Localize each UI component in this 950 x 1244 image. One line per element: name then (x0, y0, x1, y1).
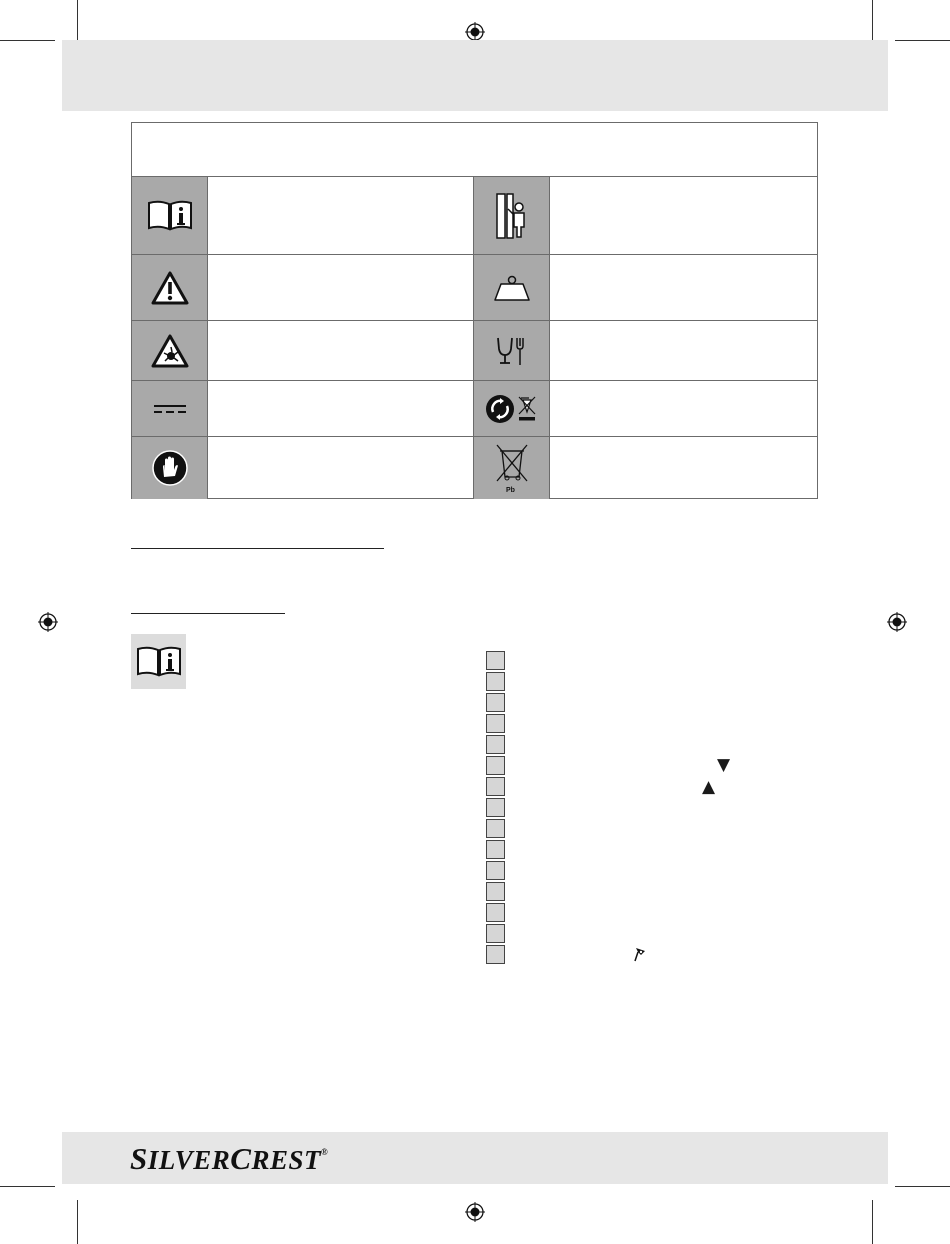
part-number-box (486, 756, 505, 775)
crop-mark (0, 40, 55, 41)
symbols-table-header (132, 123, 817, 177)
part-number-box (486, 798, 505, 817)
icon-cell (474, 381, 549, 436)
icon-cell (132, 321, 207, 380)
section-heading-underline (131, 613, 285, 614)
part-number-box (486, 672, 505, 691)
part-number-box (486, 735, 505, 754)
registration-mark-icon (465, 22, 485, 42)
trademark-symbol: ® (321, 1147, 329, 1157)
crop-mark (895, 40, 950, 41)
food-safe-icon (496, 335, 528, 367)
icon-cell (132, 381, 207, 436)
registration-mark-icon (887, 612, 907, 632)
part-number-box (486, 861, 505, 880)
info-box (131, 634, 186, 689)
warning-triangle-icon (150, 270, 190, 306)
crop-mark (77, 1200, 78, 1244)
crop-mark (77, 0, 78, 40)
icon-cell (132, 437, 207, 499)
symbols-table (131, 122, 818, 499)
crop-mark (895, 1186, 950, 1187)
part-number-box (486, 924, 505, 943)
crop-mark (0, 1186, 55, 1187)
wear-gloves-icon (151, 449, 189, 487)
logo-letter: C (230, 1141, 252, 1176)
silvercrest-logo (130, 1141, 328, 1177)
logo-letters: REST (251, 1145, 321, 1175)
logo-letter: S (130, 1141, 148, 1176)
recycling-icon (485, 392, 539, 426)
read-instructions-icon (136, 645, 182, 679)
icon-cell (474, 437, 549, 499)
table-divider (549, 177, 550, 499)
logo-letters: ILVER (147, 1145, 231, 1175)
header-band (62, 40, 888, 111)
alarm-pin-icon (633, 947, 647, 963)
part-number-box (486, 882, 505, 901)
explosion-warning-icon (150, 333, 190, 369)
icon-cell (474, 255, 549, 320)
part-number-box (486, 693, 505, 712)
registration-mark-icon (38, 612, 58, 632)
crop-mark (872, 1200, 873, 1244)
part-number-box (486, 819, 505, 838)
part-number-box (486, 651, 505, 670)
part-number-box (486, 840, 505, 859)
battery-pb-label: Pb (505, 487, 515, 494)
part-number-box (486, 777, 505, 796)
child-safety-icon (494, 191, 530, 241)
arrow-up-icon: ▲ (702, 777, 716, 797)
icon-cell (132, 255, 207, 320)
battery-disposal-icon (493, 441, 531, 495)
crop-mark (872, 0, 873, 40)
table-divider (207, 177, 208, 499)
part-number-box (486, 714, 505, 733)
section-heading-underline (131, 548, 384, 549)
registration-mark-icon (465, 1202, 485, 1222)
read-instructions-icon (147, 199, 193, 233)
part-number-box (486, 903, 505, 922)
icon-cell (474, 321, 549, 380)
arrow-down-icon: ▼ (717, 755, 731, 775)
icon-cell (132, 177, 207, 254)
part-number-box (486, 945, 505, 964)
weight-icon (493, 274, 531, 302)
icon-cell (474, 177, 549, 254)
direct-current-icon (153, 403, 187, 415)
